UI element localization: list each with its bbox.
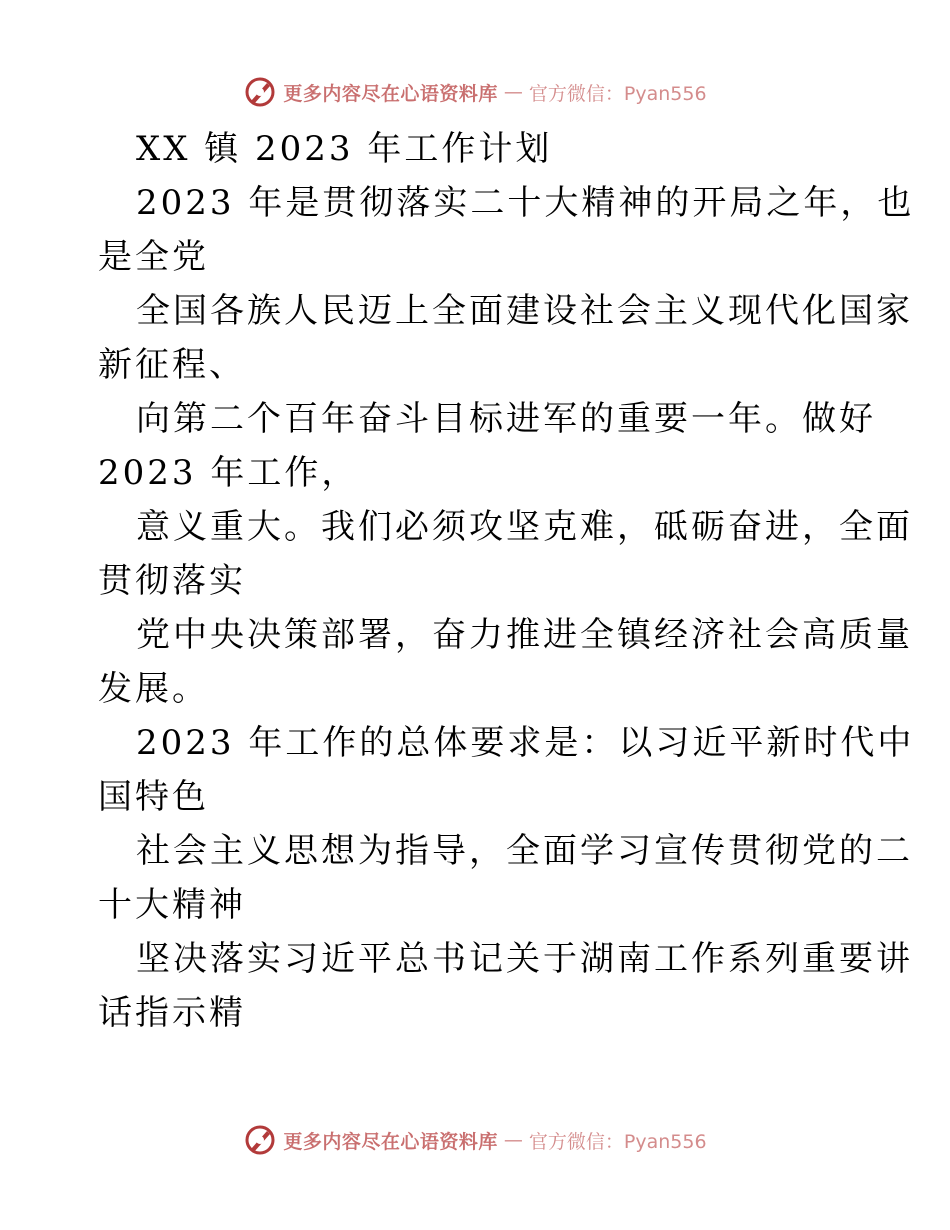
paragraph-line: 话指示精 bbox=[98, 993, 246, 1033]
paragraph-line: 2023 年是贯彻落实二十大精神的开局之年，也 bbox=[136, 183, 915, 223]
pen-logo-icon bbox=[243, 1123, 277, 1157]
footer-watermark bbox=[0, 1120, 950, 1160]
paragraph-line: 坚决落实习近平总书记关于湖南工作系列重要讲 bbox=[136, 939, 913, 979]
header-watermark bbox=[0, 72, 950, 112]
pen-logo-icon bbox=[243, 75, 277, 109]
paragraph-line: 2023 年工作的总体要求是：以习近平新时代中 bbox=[136, 723, 915, 763]
paragraph-line: 贯彻落实 bbox=[98, 561, 246, 601]
paragraph-line: 是全党 bbox=[98, 237, 209, 277]
doc-title: XX 镇 2023 年工作计划 bbox=[136, 129, 553, 169]
watermark-contact: 官方微信：Pyan556 bbox=[528, 1130, 707, 1153]
paragraph-line: 发展。 bbox=[98, 669, 209, 709]
paragraph-line: 全国各族人民迈上全面建设社会主义现代化国家 bbox=[136, 291, 913, 331]
paragraph-line: 国特色 bbox=[98, 777, 209, 817]
watermark-separator: — bbox=[503, 81, 523, 103]
paragraph-line: 2023 年工作， bbox=[98, 453, 359, 493]
paragraph-line: 意义重大。我们必须攻坚克难，砥砺奋进，全面 bbox=[136, 507, 913, 547]
watermark-contact: 官方微信：Pyan556 bbox=[528, 82, 707, 105]
paragraph-line: 党中央决策部署，奋力推进全镇经济社会高质量 bbox=[136, 615, 913, 655]
paragraph-line: 向第二个百年奋斗目标进军的重要一年。做好 bbox=[136, 399, 876, 439]
watermark-text: 更多内容尽在心语资料库 bbox=[283, 82, 498, 105]
paragraph-line: 十大精神 bbox=[98, 885, 246, 925]
document-body bbox=[98, 122, 915, 1040]
watermark-text: 更多内容尽在心语资料库 bbox=[283, 1130, 498, 1153]
paragraph-line: 新征程、 bbox=[98, 345, 246, 385]
paragraph-line: 社会主义思想为指导，全面学习宣传贯彻党的二 bbox=[136, 831, 913, 871]
watermark-separator: — bbox=[503, 1129, 523, 1151]
